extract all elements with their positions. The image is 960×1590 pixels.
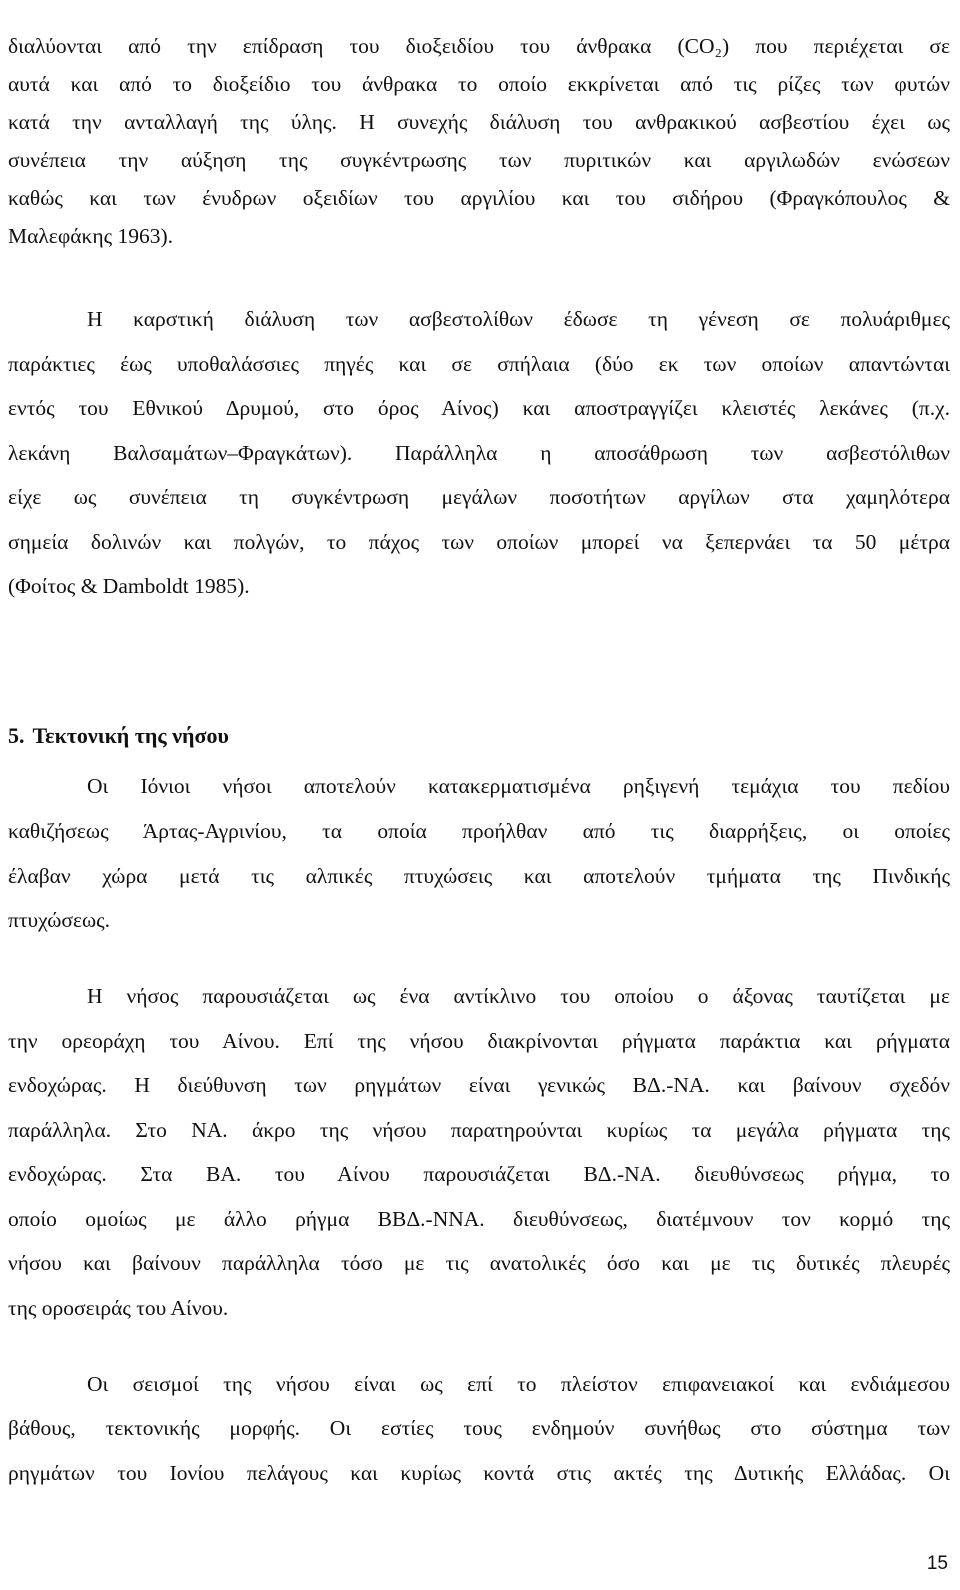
section-number: 5. (8, 723, 25, 748)
text-line: διαλύονται από την επίδραση του διοξειδίου του άνθρακα (CO₂) που περιέχεται σε (8, 34, 950, 58)
text-line: ρηγμάτων του Ιονίου πελάγους και κυρίως κοντά στις ακτές της Δυτικής Ελλάδας. Οι (8, 1461, 950, 1485)
text-line: Μαλεφάκης 1963). (8, 224, 174, 248)
text-line: Οι σεισμοί της νήσου είναι ως επί το πλείστον επιφανειακοί και ενδιάμεσου (87, 1372, 950, 1396)
text-line: εντός του Εθνικού Δρυμού, στο όρος Αίνος) και αποστραγγίζει κλειστές λεκάνες (π.χ. (8, 396, 950, 420)
text-line: βάθους, τεκτονικής μορφής. Οι εστίες τους ενδημούν συνήθως στο σύστημα των (8, 1416, 950, 1440)
text-line: οποίο ομοίως με άλλο ρήγμα ΒΒΔ.-ΝΝΑ. διευθύνσεως, διατέμνουν τον κορμό της (8, 1207, 950, 1231)
text-line: κατά την ανταλλαγή της ύλης. Η συνεχής διάλυση του ανθρακικού ασβεστίου έχει ως (8, 110, 950, 134)
text-line: σημεία δολινών και πολγών, το πάχος των οποίων μπορεί να ξεπερνάει τα 50 μέτρα (8, 530, 950, 554)
text-line: καθιζήσεως Άρτας-Αγρινίου, τα οποία προήλθαν από τις διαρρήξεις, οι οποίες (8, 819, 950, 843)
text-line: (Φοίτος & Damboldt 1985). (8, 574, 250, 598)
text-line: πτυχώσεως. (8, 908, 111, 932)
text-line: νήσου και βαίνουν παράλληλα τόσο με τις ανατολικές όσο και με τις δυτικές πλευρές (8, 1251, 950, 1275)
text-line: Η καρστική διάλυση των ασβεστολίθων έδωσε τη γένεση σε πολυάριθμες (87, 307, 950, 331)
text-line: παράκτιες έως υποθαλάσσιες πηγές και σε σπήλαια (δύο εκ των οποίων απαντώνται (8, 352, 950, 376)
text-line: Οι Ιόνιοι νήσοι αποτελούν κατακερματισμένα ρηξιγενή τεμάχια του πεδίου (87, 774, 950, 798)
text-line: της οροσειράς του Αίνου. (8, 1296, 229, 1320)
text-line: αυτά και από το διοξείδιο του άνθρακα το οποίο εκκρίνεται από τις ρίζες των φυτών (8, 72, 950, 96)
page-number: 15 (926, 1553, 948, 1574)
text-line: ενδοχώρας. Στα ΒΑ. του Αίνου παρουσιάζεται ΒΔ.-ΝΑ. διευθύνσεως ρήγμα, το (8, 1162, 950, 1186)
text-line: παράλληλα. Στο ΝΑ. άκρο της νήσου παρατηρούνται κυρίως τα μεγάλα ρήγματα της (8, 1118, 950, 1142)
text-line: είχε ως συνέπεια τη συγκέντρωση μεγάλων ποσοτήτων αργίλων στα χαμηλότερα (8, 485, 950, 509)
section-title: Τεκτονική της νήσου (32, 723, 229, 748)
text-line: την ορεοράχη του Αίνου. Επί της νήσου διακρίνονται ρήγματα παράκτια και ρήγματα (8, 1029, 950, 1053)
text-line: έλαβαν χώρα μετά τις αλπικές πτυχώσεις και αποτελούν τμήματα της Πινδικής (8, 864, 950, 888)
section-heading (8, 714, 229, 758)
text-line: συνέπεια την αύξηση της συγκέντρωσης των πυριτικών και αργιλωδών ενώσεων (8, 148, 950, 172)
text-line: Η νήσος παρουσιάζεται ως ένα αντίκλινο του οποίου ο άξονας ταυτίζεται με (87, 984, 950, 1008)
text-line: ενδοχώρας. Η διεύθυνση των ρηγμάτων είναι γενικώς ΒΔ.-ΝΑ. και βαίνουν σχεδόν (8, 1073, 950, 1097)
text-line: καθώς και των ένυδρων οξειδίων του αργιλίου και του σιδήρου (Φραγκόπουλος & (8, 186, 950, 210)
text-line: λεκάνη Βαλσαμάτων–Φραγκάτων). Παράλληλα η αποσάθρωση των ασβεστόλιθων (8, 441, 950, 465)
